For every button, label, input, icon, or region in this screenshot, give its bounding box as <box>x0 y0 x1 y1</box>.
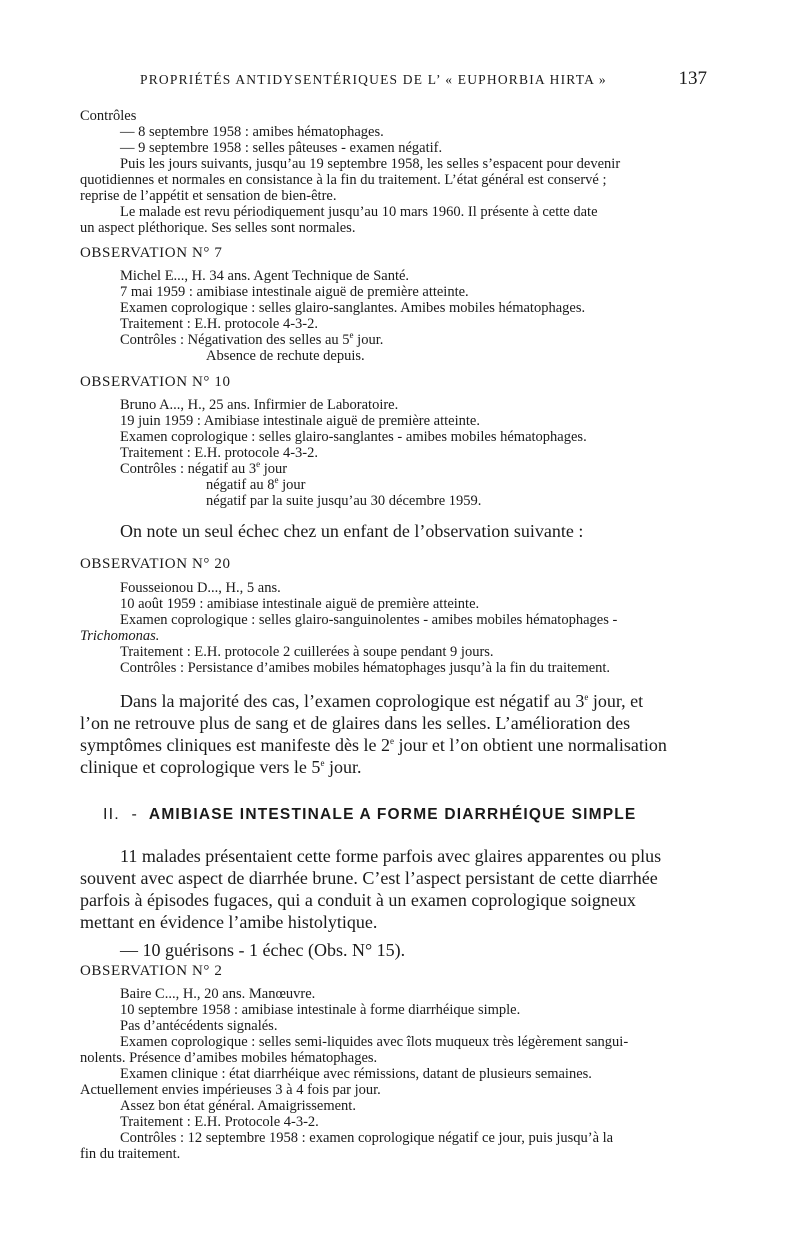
echec-sentence: On note un seul échec chez un enfant de l’observation suivante : <box>120 521 584 541</box>
observation-heading: OBSERVATION N° 10 <box>80 374 231 390</box>
section-title: AMIBIASE INTESTINALE A FORME DIARRHÉIQUE SIMPLE <box>148 806 637 823</box>
paragraph-line: parfois à épisodes fugaces, qui a conduit à un examen coprologique soigneux <box>80 890 636 910</box>
page-number: 137 <box>678 68 707 89</box>
paragraph-line: un aspect pléthorique. Ses selles sont normales. <box>80 220 356 236</box>
paragraph-line: — 10 guérisons - 1 échec (Obs. N° 15). <box>120 940 406 960</box>
control-line: — 9 septembre 1958 : selles pâteuses - examen négatif. <box>120 140 443 156</box>
obs-line: Traitement : E.H. protocole 4-3-2. <box>120 445 318 461</box>
obs-line: Contrôles : négatif au 3e jour <box>120 459 288 477</box>
obs-line: 10 septembre 1958 : amibiase intestinale à forme diarrhéique simple. <box>120 1002 521 1018</box>
paragraph-line: 11 malades présentaient cette forme parfois avec glaires apparentes ou plus <box>120 846 662 866</box>
obs-line: Bruno A..., H., 25 ans. Infirmier de Laboratoire. <box>120 397 399 413</box>
observation-7 <box>80 268 705 364</box>
observation-heading: OBSERVATION N° 20 <box>80 556 231 572</box>
observation-2 <box>80 986 705 1162</box>
running-header <box>140 68 715 92</box>
paragraph-line: Le malade est revu périodiquement jusqu’au 10 mars 1960. Il présente à cette date <box>120 204 598 220</box>
obs-line: 7 mai 1959 : amibiase intestinale aiguë de première atteinte. <box>120 284 469 300</box>
obs-line: Traitement : E.H. protocole 2 cuillerées à soupe pendant 9 jours. <box>120 644 494 660</box>
observation-heading: OBSERVATION N° 7 <box>80 245 223 261</box>
section-heading <box>103 806 636 824</box>
obs-line: Examen coprologique : selles glairo-sanguinolentes - amibes mobiles hématophages - <box>120 612 618 628</box>
obs-line: Examen coprologique : selles semi-liquides avec îlots muqueux très légèrement sangui- <box>120 1034 629 1050</box>
majorite-paragraph <box>80 690 705 778</box>
paragraph-line: clinique et coprologique vers le 5e jour. <box>80 757 362 777</box>
obs-line: Actuellement envies impérieuses 3 à 4 fois par jour. <box>80 1082 381 1098</box>
obs-line: Fousseionou D..., H., 5 ans. <box>120 580 281 596</box>
obs-line: Examen coprologique : selles glairo-sanglantes. Amibes mobiles hématophages. <box>120 300 586 316</box>
obs-line: 19 juin 1959 : Amibiase intestinale aiguë de première atteinte. <box>120 413 480 429</box>
section-dash: - <box>131 806 138 823</box>
obs-line: Absence de rechute depuis. <box>206 348 365 364</box>
paragraph-line: quotidiennes et normales en consistance à la fin du traitement. L’état général est conservé ; <box>80 172 607 188</box>
paragraph-line: Dans la majorité des cas, l’examen coprologique est négatif au 3e jour, et <box>120 691 644 711</box>
running-title: PROPRIÉTÉS ANTIDYSENTÉRIQUES DE L’ « EUPHORBIA HIRTA » <box>140 72 607 87</box>
paragraph-line: mettant en évidence l’amibe histolytique. <box>80 912 378 932</box>
obs-line: Contrôles : Persistance d’amibes mobiles hématophages jusqu’à la fin du traitement. <box>120 660 611 676</box>
obs-line: négatif par la suite jusqu’au 30 décembre 1959. <box>206 493 482 509</box>
obs-line: Examen clinique : état diarrhéique avec rémissions, datant de plusieurs semaines. <box>120 1066 592 1082</box>
obs-line: fin du traitement. <box>80 1146 181 1162</box>
obs-line: Contrôles : Négativation des selles au 5e jour. <box>120 330 384 348</box>
obs-line: Baire C..., H., 20 ans. Manœuvre. <box>120 986 316 1002</box>
obs-line: 10 août 1959 : amibiase intestinale aiguë de première atteinte. <box>120 596 480 612</box>
obs-line: Traitement : E.H. Protocole 4-3-2. <box>120 1114 319 1130</box>
observation-20 <box>80 580 705 676</box>
obs-line: Assez bon état général. Amaigrissement. <box>120 1098 356 1114</box>
observation-heading: OBSERVATION N° 2 <box>80 963 223 979</box>
paragraph-line: l’on ne retrouve plus de sang et de glaires dans les selles. L’amélioration des <box>80 713 631 733</box>
controles-label: Contrôles <box>80 108 137 124</box>
malades-paragraph <box>80 845 705 961</box>
observation-10 <box>80 397 705 509</box>
obs-line: Trichomonas. <box>80 628 160 644</box>
paragraph-line: Puis les jours suivants, jusqu’au 19 septembre 1958, les selles s’espacent pour devenir <box>120 156 621 172</box>
obs-line: Traitement : E.H. protocole 4-3-2. <box>120 316 318 332</box>
section-number: II. <box>103 806 120 823</box>
obs-line: négatif au 8e jour <box>206 475 306 493</box>
paragraph-line: souvent avec aspect de diarrhée brune. C’est l’aspect persistant de cette diarrhée <box>80 868 658 888</box>
obs-line: Examen coprologique : selles glairo-sanglantes - amibes mobiles hématophages. <box>120 429 587 445</box>
obs-line: Pas d’antécédents signalés. <box>120 1018 278 1034</box>
obs-line: Contrôles : 12 septembre 1958 : examen coprologique négatif ce jour, puis jusqu’à la <box>120 1130 614 1146</box>
intro-block <box>80 108 705 236</box>
obs-line: Michel E..., H. 34 ans. Agent Technique de Santé. <box>120 268 410 284</box>
paragraph-line: reprise de l’appétit et sensation de bien-être. <box>80 188 337 204</box>
obs-line: nolents. Présence d’amibes mobiles hématophages. <box>80 1050 378 1066</box>
control-line: — 8 septembre 1958 : amibes hématophages. <box>120 124 384 140</box>
paragraph-line: symptômes cliniques est manifeste dès le 2e jour et l’on obtient une normalisation <box>80 735 667 755</box>
